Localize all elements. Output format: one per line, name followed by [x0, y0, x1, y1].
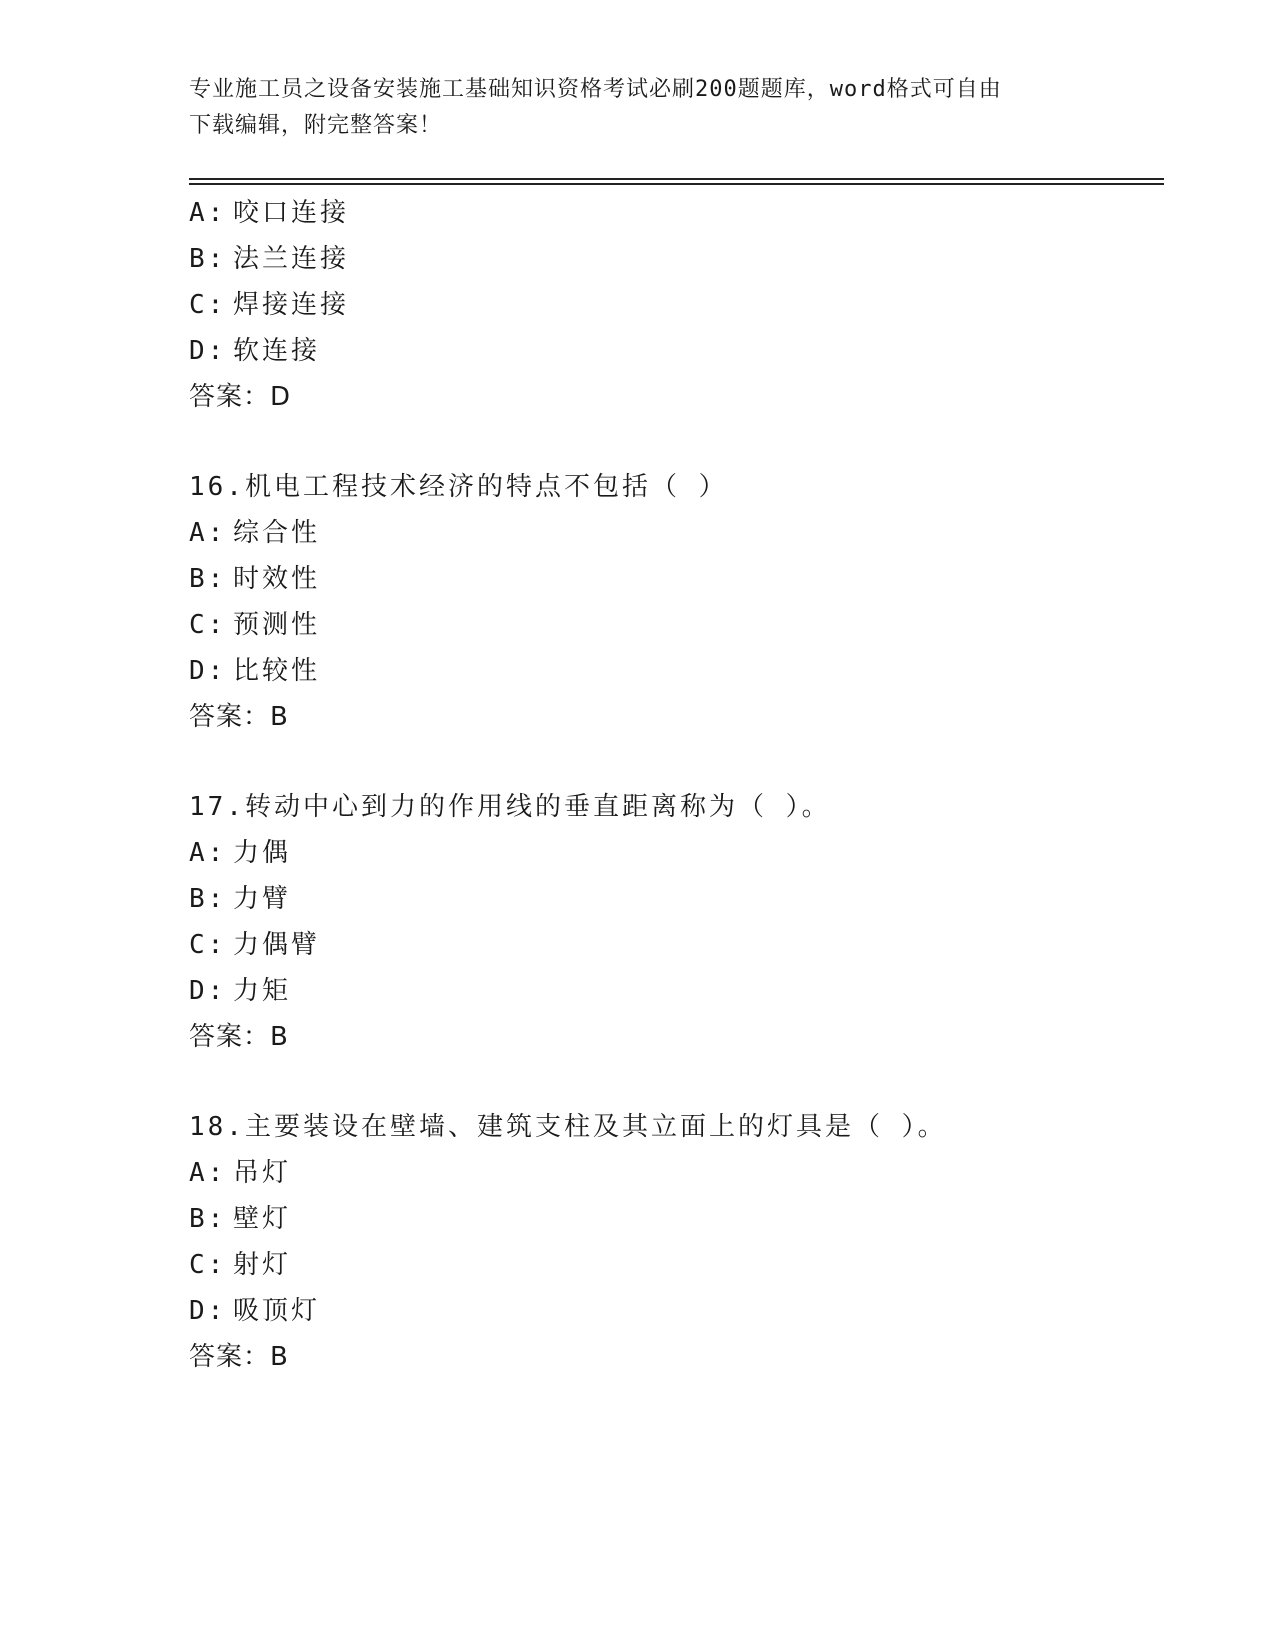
option-c — [189, 1242, 1169, 1288]
question-text: 17.转动中心到力的作用线的垂直距离称为（ ）。 — [189, 792, 831, 822]
option-a — [189, 830, 1169, 876]
option-a — [189, 510, 1169, 556]
answer-line: 答案：B — [189, 702, 289, 732]
option-letter: A: — [189, 518, 227, 548]
option-text: 咬口连接 — [233, 198, 350, 228]
answer-line: 答案：B — [189, 1342, 289, 1372]
option-letter: D: — [189, 656, 227, 686]
header-rule-bottom — [189, 183, 1164, 185]
option-text: 力矩 — [233, 976, 292, 1006]
option-text: 焊接连接 — [233, 290, 350, 320]
option-text: 时效性 — [233, 564, 321, 594]
question-text: 16.机电工程技术经济的特点不包括（ ） — [189, 472, 728, 502]
option-letter: D: — [189, 336, 227, 366]
header-rule-top — [189, 178, 1164, 180]
option-d — [189, 968, 1169, 1014]
option-letter: B: — [189, 1204, 227, 1234]
option-letter: A: — [189, 198, 227, 228]
option-c — [189, 922, 1169, 968]
option-letter: B: — [189, 884, 227, 914]
option-text: 壁灯 — [233, 1204, 292, 1234]
spacer — [189, 1060, 1169, 1104]
option-b — [189, 1196, 1169, 1242]
option-text: 吸顶灯 — [233, 1296, 321, 1326]
option-text: 力偶 — [233, 838, 292, 868]
question-block — [189, 1104, 1169, 1380]
option-b — [189, 236, 1169, 282]
option-text: 吊灯 — [233, 1158, 292, 1188]
option-text: 力偶臂 — [233, 930, 321, 960]
option-text: 射灯 — [233, 1250, 292, 1280]
option-text: 综合性 — [233, 518, 321, 548]
option-letter: D: — [189, 1296, 227, 1326]
option-letter: C: — [189, 930, 227, 960]
option-letter: C: — [189, 610, 227, 640]
question-block — [189, 190, 1169, 420]
option-text: 比较性 — [233, 656, 321, 686]
spacer — [189, 420, 1169, 464]
option-text: 软连接 — [233, 336, 321, 366]
option-d — [189, 1288, 1169, 1334]
option-letter: A: — [189, 838, 227, 868]
option-letter: B: — [189, 244, 227, 274]
option-letter: C: — [189, 290, 227, 320]
question-block — [189, 784, 1169, 1060]
option-text: 法兰连接 — [233, 244, 350, 274]
option-text: 预测性 — [233, 610, 321, 640]
header-line-1: 专业施工员之设备安装施工基础知识资格考试必刷200题题库，word格式可自由 — [189, 77, 1002, 102]
answer-line: 答案：D — [189, 382, 292, 412]
option-text: 力臂 — [233, 884, 292, 914]
answer-line: 答案：B — [189, 1022, 289, 1052]
option-d — [189, 328, 1169, 374]
question-list — [189, 190, 1169, 1380]
document-header — [189, 72, 1089, 144]
option-letter: D: — [189, 976, 227, 1006]
option-a — [189, 1150, 1169, 1196]
question-block — [189, 464, 1169, 740]
question-text: 18.主要装设在壁墙、建筑支柱及其立面上的灯具是（ ）。 — [189, 1112, 947, 1142]
option-letter: A: — [189, 1158, 227, 1188]
option-b — [189, 876, 1169, 922]
option-a — [189, 190, 1169, 236]
option-d — [189, 648, 1169, 694]
option-letter: B: — [189, 564, 227, 594]
option-c — [189, 282, 1169, 328]
spacer — [189, 740, 1169, 784]
header-line-2: 下载编辑，附完整答案！ — [189, 113, 443, 138]
option-c — [189, 602, 1169, 648]
option-b — [189, 556, 1169, 602]
option-letter: C: — [189, 1250, 227, 1280]
